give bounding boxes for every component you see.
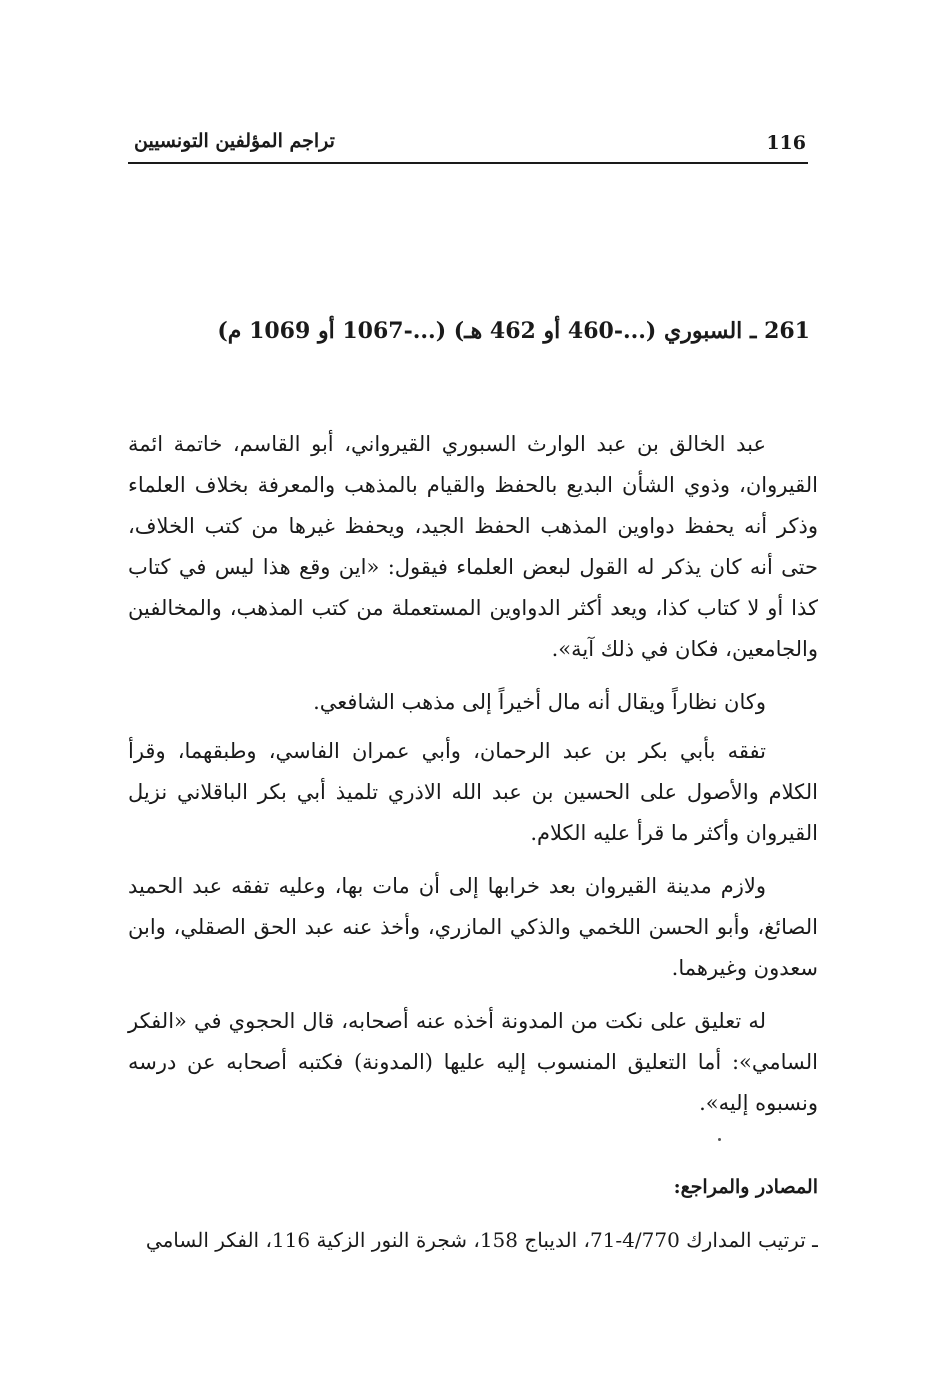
paragraph: تفقه بأبي بكر بن عبد الرحمان، وأبي عمران الفاسي، وطبقهما، وقرأ الكلام والأصول على الحسين بن عبد الله الاذري تلميذ أبي بكر الباقلاني نزيل القيروان وأكثر ما قرأ عليه الكلام. (128, 739, 818, 845)
entry-title: 261 ـ السبوري (...-460 أو 462 هـ) (...-1067 أو 1069 م) (217, 318, 810, 344)
running-title: تراجم المؤلفين التونسيين (134, 130, 335, 152)
page-header (128, 128, 808, 164)
separator-dot (718, 1138, 721, 1141)
sources-heading: المصادر والمراجع: (673, 1176, 818, 1198)
page-number: 116 (766, 132, 806, 154)
paragraph: وكان نظاراً ويقال أنه مال أخيراً إلى مذهب الشافعي. (313, 690, 766, 714)
paragraph: له تعليق على نكت من المدونة أخذه عنه أصحابه، قال الحجوي في «الفكر السامي»: أما التعليق المنسوب إليه عليها (المدونة) فكتبه أصحابه عن درسه ونسبوه إليه». (128, 1009, 818, 1115)
paragraph: عبد الخالق بن عبد الوارث السبوري القيرواني، أبو القاسم، خاتمة ائمة القيروان، وذوي الشأن البديع بالحفظ والقيام بالمذهب والمعرفة بخلاف العلماء وذكر أنه يحفظ دواوين المذهب الحفظ الجيد، ويحفظ غيرها من كتب الخلاف، حتى أنه كان يذكر له القول لبعض العلماء فيقول: «اين وقع هذا ليس في كتاب كذا أو لا كتاب كذا، ويعد أكثر الدواوين المستعملة من كتب المذهب، والمخالفين والجامعين، فكان في ذلك آية». (128, 432, 818, 661)
sources-line: ـ ترتيب المدارك 4/770-71، الديباج 158، شجرة النور الزكية 116، الفكر السامي (145, 1228, 818, 1252)
body-text (128, 424, 818, 1136)
paragraph: ولازم مدينة القيروان بعد خرابها إلى أن مات بها، وعليه تفقه عبد الحميد الصائغ، وأبو الحسن اللخمي والذكي المازري، وأخذ عنه عبد الحق الصقلي، وابن سعدون وغيرهما. (128, 874, 818, 980)
